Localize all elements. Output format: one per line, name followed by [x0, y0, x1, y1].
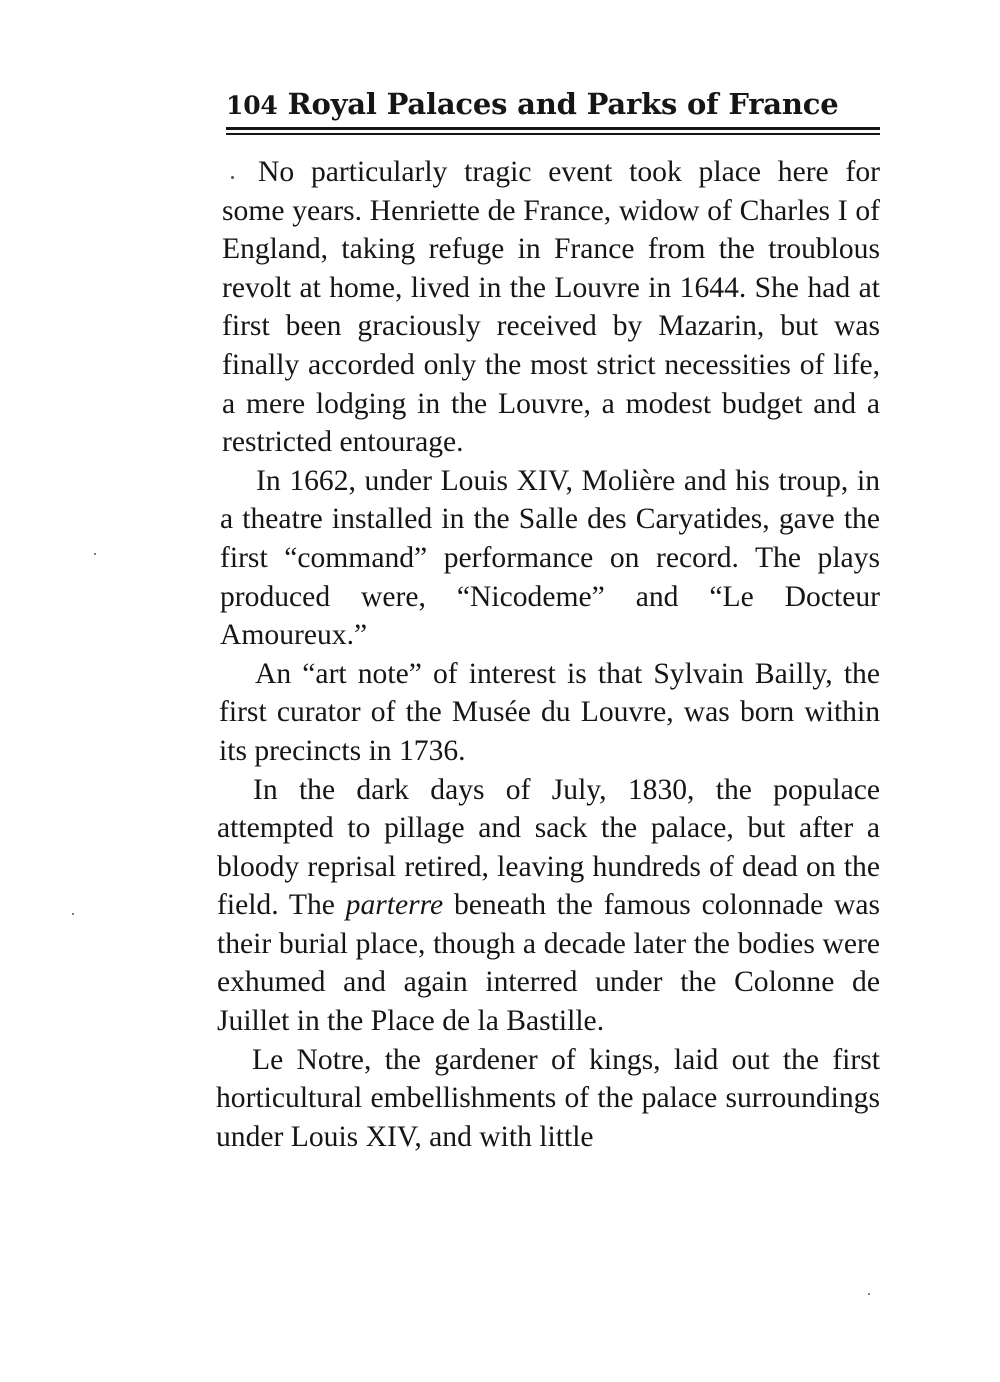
header-rule-top [226, 127, 880, 130]
scan-speck [94, 553, 96, 555]
body-text [216, 153, 880, 1156]
header-rule-bottom [226, 133, 880, 135]
paragraph-art-note: An “art note” of interest is that Sylvain Bailly, the first curator of the Musée du Louvre, was born within its precincts in 1736. [219, 657, 880, 767]
running-head [226, 84, 880, 124]
running-title: Royal Palaces and Parks of France [287, 87, 839, 121]
scan-speck [868, 1293, 870, 1295]
paragraph-july-1830-end: beneath the famous colonnade was their burial place, though a decade later the bodies were exhumed and again interred under the Colonne de Juillet in the Place de la Bastille. [217, 889, 880, 1038]
page-number: 104 [226, 91, 278, 120]
paragraph-henriette: No particularly tragic event took place here for some years. Henriette de France, widow of Charles I of England, taking refuge in France from the troublous revolt at home, lived in the Louvre in 1644. She had at first been graciously received by Mazarin, but was finally accorded only the most strict necessities of life, a mere lodging in the Louvre, a modest budget and a restricted entourage. [222, 156, 880, 459]
italic-parterre: parterre [345, 889, 444, 922]
paragraph-july-1830 [217, 771, 880, 1041]
paragraph-le-notre: Le Notre, the gardener of kings, laid out the first horticultural embellishments of the palace surroundings under Louis XIV, and with little [216, 1043, 880, 1153]
paragraph-moliere: In 1662, under Louis XIV, Molière and his troup, in a theatre installed in the Salle des Caryatides, gave the first “command” performance on record. The plays produced were, “Nicodeme” and “Le Docteur Amoureux.” [220, 464, 880, 652]
scan-speck [231, 176, 234, 179]
scan-speck [72, 913, 74, 915]
paragraph-july-1830-start: In the dark days of July, 1830, the populace attempted to pillage and sack the palace, but after a bloody reprisal retired, leaving hundreds of dead on the field. The [217, 773, 880, 922]
